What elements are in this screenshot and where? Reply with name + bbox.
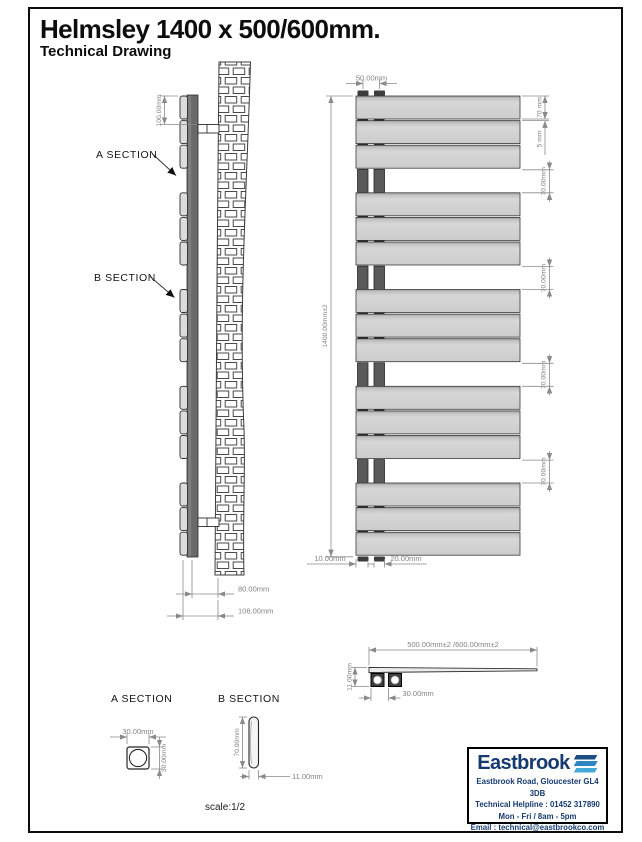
front-view [307, 74, 554, 568]
dim-top-width [369, 640, 537, 667]
svg-text:1400.00mm±2: 1400.00mm±2 [322, 304, 329, 348]
svg-text:50.00mm: 50.00mm [355, 73, 388, 83]
brand-helpline: Technical Helpline : 01452 317890 [475, 800, 600, 810]
dim-section-a-width [110, 727, 166, 744]
dim-group-gap-2 [522, 258, 554, 299]
side-view [94, 62, 273, 620]
section-b-title: B SECTION [218, 693, 280, 705]
svg-text:70.00mm: 70.00mm [540, 360, 548, 389]
brand-email: Email : technical@eastbrookco.com [470, 823, 605, 833]
dim-tube-spacing [346, 74, 397, 90]
svg-text:20.00mm: 20.00mm [390, 554, 422, 563]
eastbrook-waves-icon [574, 755, 598, 773]
svg-text:30.00mm: 30.00mm [402, 689, 434, 698]
svg-text:11.00mm: 11.00mm [346, 663, 354, 691]
dim-group-gap-4 [522, 451, 554, 492]
svg-text:70.00mm: 70.00mm [540, 263, 548, 293]
svg-text:30.00mm: 30.00mm [122, 727, 154, 736]
svg-text:10.00mm: 10.00mm [314, 554, 346, 563]
section-a-detail [110, 693, 172, 779]
svg-text:70.00mm: 70.00mm [540, 167, 548, 196]
tube-section-squares [371, 674, 402, 687]
svg-text:70 mm: 70 mm [536, 97, 544, 118]
wall-bracket-top [198, 125, 219, 134]
svg-text:80.00mm: 80.00mm [238, 584, 270, 594]
brand-hours: Mon - Fri / 8am - 5pm [498, 811, 577, 821]
brand-logo [469, 751, 606, 776]
section-a-title: A SECTION [111, 693, 173, 705]
page-title: Helmsley 1400 x 500/600mm. [40, 14, 380, 44]
front-panels [356, 96, 520, 555]
page-subtitle: Technical Drawing [40, 43, 172, 60]
section-b-detail [218, 693, 323, 781]
radiator-side-bar-highlight [188, 96, 191, 557]
wall-bracket-bottom [198, 518, 219, 527]
svg-text:106.00mm: 106.00mm [238, 606, 274, 616]
dim-group-gap-3 [522, 354, 554, 395]
brand-address: Eastbrook Road, Gloucester GL4 3DB [476, 777, 599, 798]
svg-text:11.00mm: 11.00mm [292, 772, 323, 781]
svg-text:500.00mm±2 /600.00mm±2: 500.00mm±2 /600.00mm±2 [407, 640, 499, 649]
dim-panel-gap [522, 111, 549, 155]
dim-overall-height [322, 96, 353, 557]
svg-text:70.00mm: 70.00mm [234, 728, 241, 757]
svg-text:30.00mm: 30.00mm [161, 743, 168, 773]
brand-name: Eastbrook [477, 752, 570, 774]
a-section-label: A SECTION [96, 149, 158, 161]
dim-section-b-width [240, 770, 323, 781]
dim-group-gap-1 [522, 161, 554, 202]
b-section-label: B SECTION [94, 272, 156, 284]
svg-text:70.00mm: 70.00mm [540, 457, 548, 486]
b-section-leader [150, 277, 175, 298]
dim-section-a-height [151, 737, 168, 779]
brand-box [467, 747, 608, 833]
dim-top-depth [347, 663, 370, 691]
top-view [347, 640, 538, 701]
dim-section-b-height [234, 717, 247, 768]
svg-text:5 mm: 5 mm [536, 130, 544, 148]
svg-text:100.00mm: 100.00mm [156, 94, 163, 127]
dim-top-tube-offset [359, 688, 434, 701]
a-section-leader [152, 154, 176, 176]
section-a-square [127, 747, 149, 769]
wall-hatch [215, 62, 251, 575]
scale-note: scale:1/2 [204, 802, 246, 813]
panel-top-profile [369, 668, 537, 673]
side-panel-tabs [180, 96, 188, 555]
